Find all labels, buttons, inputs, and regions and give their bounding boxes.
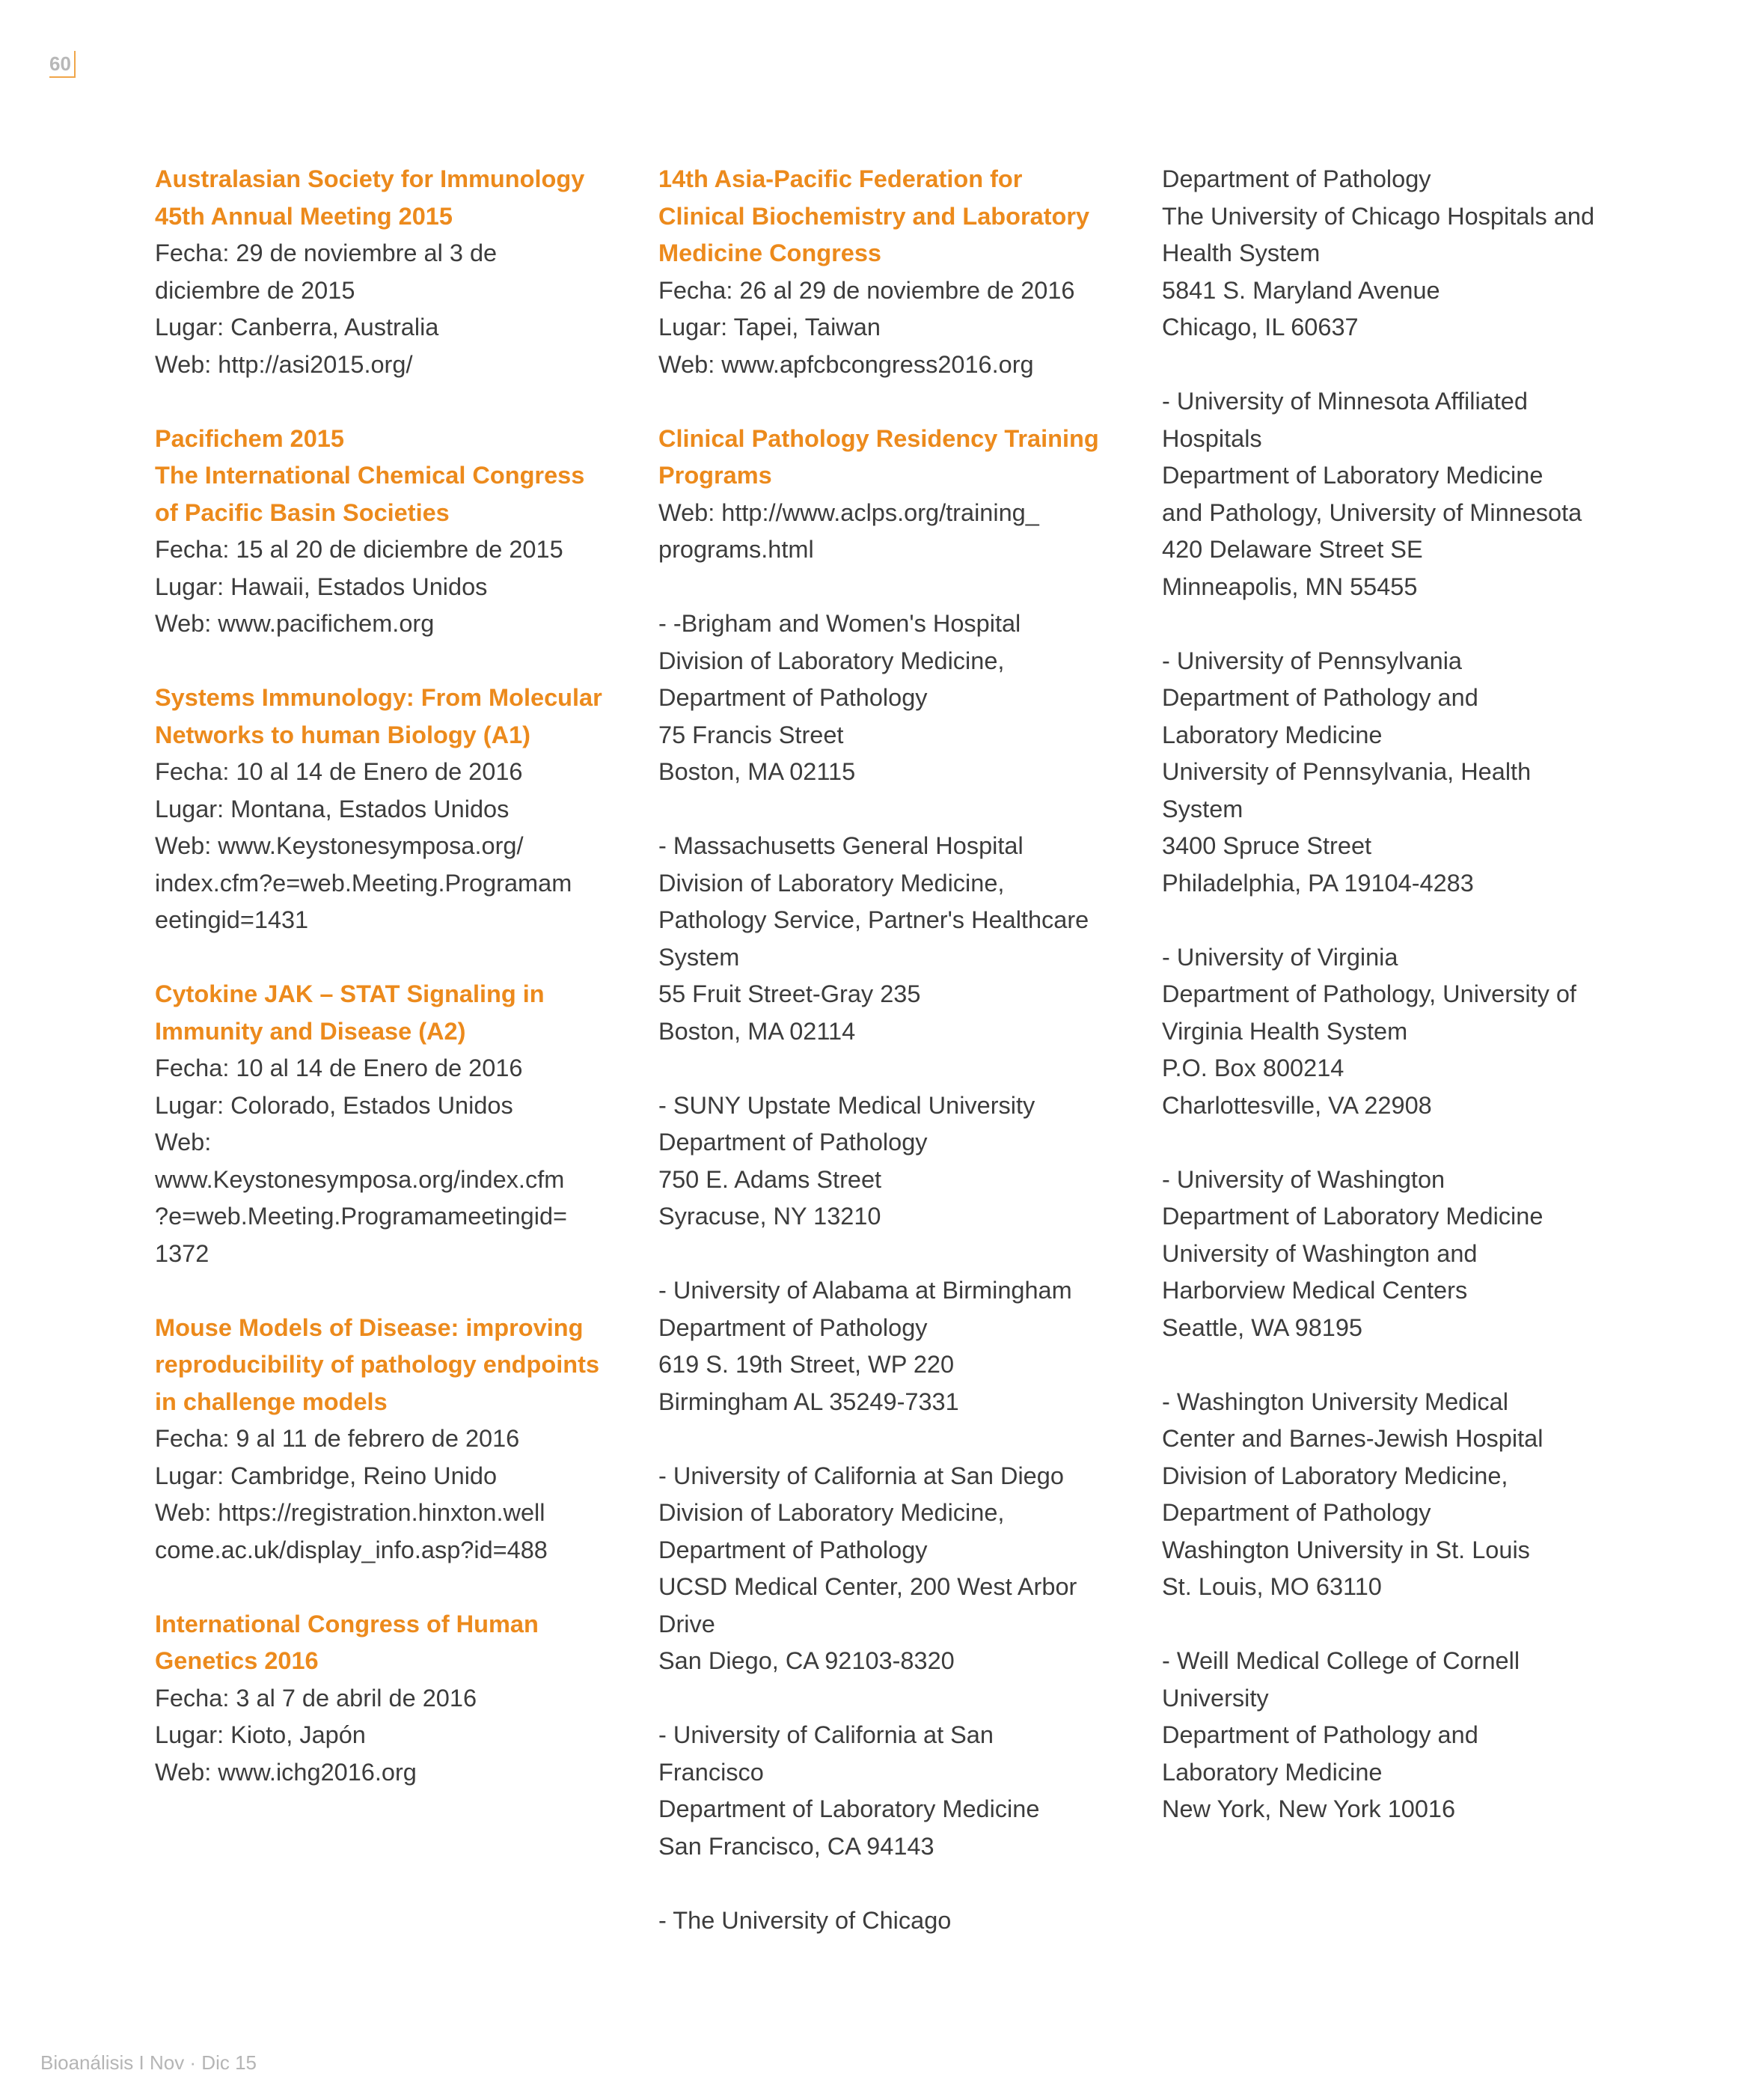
entry-text-line: Francisco (658, 1758, 764, 1786)
entry-text-line: come.ac.uk/display_info.asp?id=488 (155, 1536, 548, 1563)
address-entry (1162, 383, 1626, 605)
entry-title-line: Programs (658, 462, 772, 489)
entry-text-line: - The University of Chicago (658, 1906, 952, 1934)
entry-text-line: San Francisco, CA 94143 (658, 1832, 934, 1860)
entry-text-line: Laboratory Medicine (1162, 721, 1383, 748)
entry-text-line: 619 S. 19th Street, WP 220 (658, 1351, 955, 1378)
address-entry (658, 1902, 1122, 1940)
entry-text-line: Department of Pathology and (1162, 1721, 1478, 1748)
entry-text-line: Division of Laboratory Medicine, (658, 869, 1005, 897)
column-1 (155, 161, 611, 1828)
entry-text-line: - University of Washington (1162, 1165, 1445, 1193)
entry-text-line: 55 Fruit Street-Gray 235 (658, 980, 921, 1007)
entry-text-line: Department of Laboratory Medicine (1162, 1203, 1544, 1230)
entry-text-line: Lugar: Cambridge, Reino Unido (155, 1462, 498, 1489)
entry-text-line: Department of Pathology (658, 1313, 928, 1341)
entry-text-line: Department of Pathology (1162, 1499, 1431, 1526)
entry-title-line: The International Chemical Congress (155, 462, 585, 489)
entry-title-line: Clinical Pathology Residency Training (658, 424, 1099, 452)
event-entry (658, 161, 1122, 383)
entry-text-line: St. Louis, MO 63110 (1162, 1573, 1382, 1600)
entry-title-line: Genetics 2016 (155, 1647, 319, 1674)
entry-text-line: Department of Pathology and (1162, 684, 1478, 711)
entry-text-line: Philadelphia, PA 19104-4283 (1162, 869, 1474, 897)
entry-text-line: Fecha: 3 al 7 de abril de 2016 (155, 1684, 477, 1712)
entry-text-line: programs.html (658, 536, 814, 563)
event-entry (155, 976, 611, 1272)
entry-text-line: Lugar: Kioto, Japón (155, 1721, 366, 1748)
entry-title-line: of Pacific Basin Societies (155, 498, 450, 526)
entry-text-line: - University of Pennsylvania (1162, 647, 1462, 674)
entry-text-line: Web: http://asi2015.org/ (155, 350, 413, 378)
entry-text-line: Fecha: 15 al 20 de diciembre de 2015 (155, 536, 563, 563)
entry-text-line: Division of Laboratory Medicine, (1162, 1462, 1508, 1489)
entry-text-line: Lugar: Hawaii, Estados Unidos (155, 573, 488, 600)
entry-text-line: University (1162, 1684, 1269, 1712)
entry-text-line: Hospitals (1162, 424, 1262, 452)
entry-text-line: Fecha: 26 al 29 de noviembre de 2016 (658, 276, 1075, 304)
entry-text-line: 420 Delaware Street SE (1162, 536, 1423, 563)
address-entry (1162, 1162, 1626, 1347)
column-2 (658, 161, 1122, 1977)
entry-text-line: Fecha: 10 al 14 de Enero de 2016 (155, 1054, 523, 1081)
entry-text-line: System (1162, 795, 1243, 822)
address-entry (1162, 161, 1626, 347)
entry-text-line: - University of Virginia (1162, 943, 1398, 971)
entry-text-line: UCSD Medical Center, 200 West Arbor (658, 1573, 1077, 1600)
entry-text-line: Web: www.apfcbcongress2016.org (658, 350, 1034, 378)
event-entry (155, 680, 611, 939)
entry-title-line: Immunity and Disease (A2) (155, 1017, 466, 1045)
entry-text-line: The University of Chicago Hospitals and (1162, 202, 1595, 230)
entry-text-line: New York, New York 10016 (1162, 1795, 1456, 1822)
entry-text-line: Charlottesville, VA 22908 (1162, 1091, 1432, 1119)
entry-text-line: Birmingham AL 35249-7331 (658, 1388, 959, 1415)
entry-text-line: - SUNY Upstate Medical University (658, 1091, 1035, 1119)
entry-text-line: Pathology Service, Partner's Healthcare (658, 906, 1089, 933)
entry-text-line: 5841 S. Maryland Avenue (1162, 276, 1440, 304)
entry-title-line: Cytokine JAK – STAT Signaling in (155, 980, 545, 1007)
event-entry (155, 1606, 611, 1792)
address-entry (658, 1272, 1122, 1420)
entry-text-line: 750 E. Adams Street (658, 1165, 882, 1193)
entry-text-line: Department of Laboratory Medicine (658, 1795, 1040, 1822)
event-entry (155, 1310, 611, 1569)
entry-text-line: Department of Pathology (658, 1536, 928, 1563)
entry-text-line: Health System (1162, 239, 1321, 266)
entry-title-line: in challenge models (155, 1388, 388, 1415)
entry-text-line: Department of Pathology, University of (1162, 980, 1576, 1007)
entry-text-line: Division of Laboratory Medicine, (658, 647, 1005, 674)
entry-text-line: Fecha: 9 al 11 de febrero de 2016 (155, 1425, 520, 1452)
entry-text-line: Chicago, IL 60637 (1162, 314, 1359, 341)
entry-text-line: Web: (155, 1129, 212, 1156)
entry-title-line: 45th Annual Meeting 2015 (155, 202, 453, 230)
entry-text-line: 1372 (155, 1239, 209, 1267)
entry-text-line: index.cfm?e=web.Meeting.Programam (155, 869, 572, 897)
entry-text-line: Department of Pathology (658, 1129, 928, 1156)
address-entry (658, 1717, 1122, 1865)
address-entry (1162, 1384, 1626, 1606)
entry-text-line: System (658, 943, 740, 971)
entry-text-line: Washington University in St. Louis (1162, 1536, 1530, 1563)
entry-text-line: P.O. Box 800214 (1162, 1054, 1344, 1081)
entry-text-line: Web: www.Keystonesymposa.org/ (155, 832, 524, 859)
entry-text-line: Fecha: 29 de noviembre al 3 de (155, 239, 498, 266)
event-entry (155, 161, 611, 383)
entry-text-line: Web: www.ichg2016.org (155, 1758, 417, 1786)
entry-text-line: Lugar: Tapei, Taiwan (658, 314, 881, 341)
event-entry (155, 421, 611, 643)
entry-text-line: - University of Alabama at Birmingham (658, 1277, 1072, 1304)
entry-text-line: 3400 Spruce Street (1162, 832, 1372, 859)
entry-text-line: www.Keystonesymposa.org/index.cfm (155, 1165, 565, 1193)
entry-title-line: Networks to human Biology (A1) (155, 721, 530, 748)
address-entry (658, 828, 1122, 1050)
address-entry (658, 1087, 1122, 1236)
entry-text-line: Fecha: 10 al 14 de Enero de 2016 (155, 758, 523, 785)
entry-text-line: Lugar: Canberra, Australia (155, 314, 439, 341)
entry-text-line: University of Washington and (1162, 1239, 1478, 1267)
entry-text-line: University of Pennsylvania, Health (1162, 758, 1532, 785)
entry-text-line: - Washington University Medical (1162, 1388, 1508, 1415)
entry-title-line: Clinical Biochemistry and Laboratory (658, 202, 1090, 230)
entry-text-line: Harborview Medical Centers (1162, 1277, 1468, 1304)
entry-text-line: Department of Pathology (658, 684, 928, 711)
entry-text-line: Virginia Health System (1162, 1017, 1408, 1045)
column-3 (1162, 161, 1626, 1865)
entry-text-line: and Pathology, University of Minnesota (1162, 498, 1582, 526)
entry-title-line: Medicine Congress (658, 239, 881, 266)
address-entry (1162, 643, 1626, 903)
entry-text-line: Web: www.pacifichem.org (155, 610, 435, 637)
entry-text-line: Division of Laboratory Medicine, (658, 1499, 1005, 1526)
address-entry (1162, 939, 1626, 1125)
entry-title-line: Systems Immunology: From Molecular (155, 684, 602, 711)
entry-text-line: - University of California at San (658, 1721, 994, 1748)
entry-title-line: Pacifichem 2015 (155, 424, 344, 452)
entry-text-line: Boston, MA 02114 (658, 1017, 856, 1045)
footer-publication-info: Bioanálisis I Nov · Dic 15 (40, 2051, 257, 2074)
entry-text-line: Department of Pathology (1162, 165, 1431, 192)
entry-text-line: Lugar: Montana, Estados Unidos (155, 795, 510, 822)
entry-text-line: Laboratory Medicine (1162, 1758, 1383, 1786)
entry-title-line: Mouse Models of Disease: improving (155, 1313, 584, 1341)
event-entry (658, 421, 1122, 569)
entry-text-line: 75 Francis Street (658, 721, 844, 748)
page-number: 60 (49, 51, 76, 78)
entry-text-line: Seattle, WA 98195 (1162, 1313, 1362, 1341)
entry-text-line: Minneapolis, MN 55455 (1162, 573, 1418, 600)
entry-title-line: International Congress of Human (155, 1610, 539, 1637)
entry-text-line: - -Brigham and Women's Hospital (658, 610, 1021, 637)
address-entry (1162, 1643, 1626, 1828)
entry-text-line: diciembre de 2015 (155, 276, 355, 304)
entry-text-line: - University of Minnesota Affiliated (1162, 388, 1528, 415)
address-entry (658, 1458, 1122, 1680)
entry-text-line: Lugar: Colorado, Estados Unidos (155, 1091, 513, 1119)
entry-title-line: reproducibility of pathology endpoints (155, 1351, 600, 1378)
entry-text-line: - Weill Medical College of Cornell (1162, 1647, 1520, 1674)
entry-text-line: Syracuse, NY 13210 (658, 1203, 881, 1230)
entry-text-line: - University of California at San Diego (658, 1462, 1064, 1489)
entry-text-line: Drive (658, 1610, 715, 1637)
entry-title-line: Australasian Society for Immunology (155, 165, 585, 192)
entry-text-line: Web: https://registration.hinxton.well (155, 1499, 545, 1526)
entry-text-line: Center and Barnes-Jewish Hospital (1162, 1425, 1544, 1452)
address-entry (658, 605, 1122, 791)
entry-text-line: San Diego, CA 92103-8320 (658, 1647, 955, 1674)
entry-text-line: eetingid=1431 (155, 906, 309, 933)
entry-text-line: Boston, MA 02115 (658, 758, 856, 785)
entry-text-line: Department of Laboratory Medicine (1162, 462, 1544, 489)
entry-text-line: ?e=web.Meeting.Programameetingid= (155, 1203, 568, 1230)
entry-text-line: - Massachusetts General Hospital (658, 832, 1024, 859)
entry-text-line: Web: http://www.aclps.org/training_ (658, 498, 1039, 526)
entry-title-line: 14th Asia-Pacific Federation for (658, 165, 1023, 192)
